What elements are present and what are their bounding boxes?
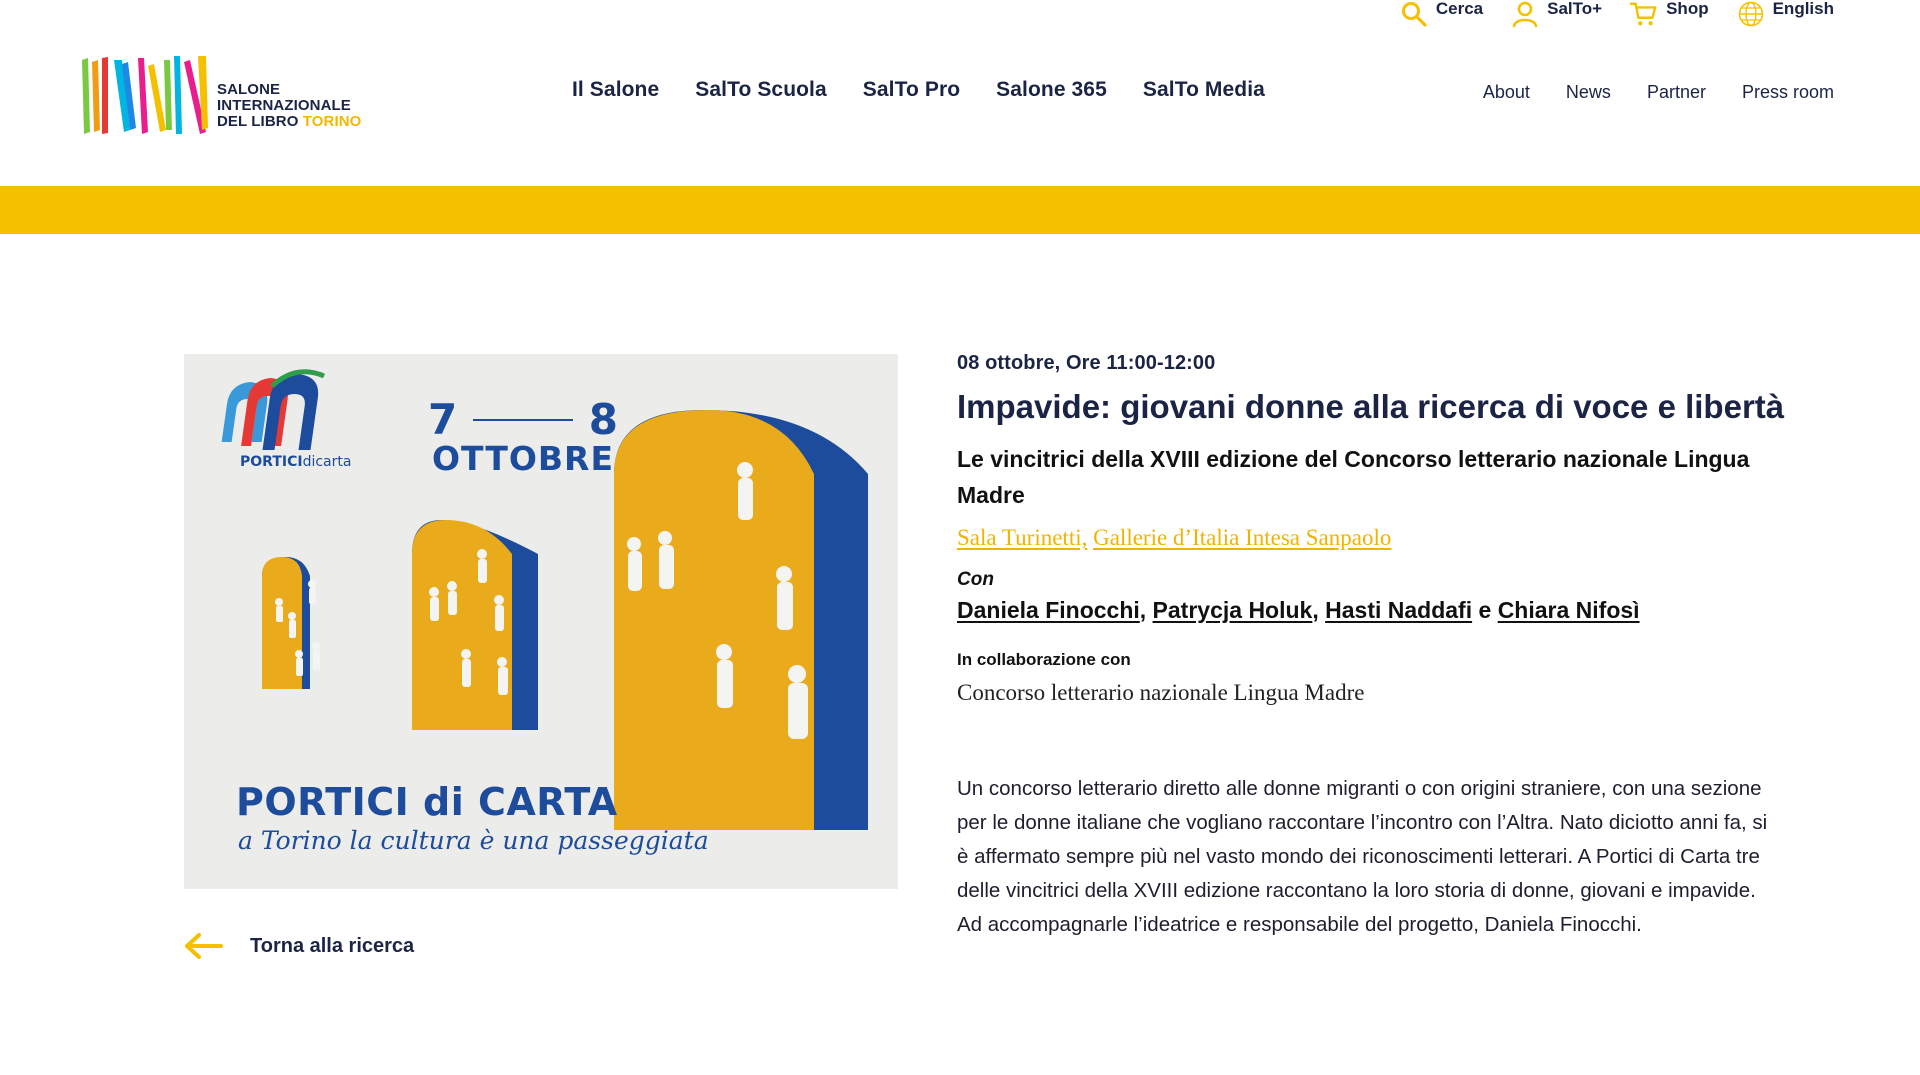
nav-il-salone[interactable]: Il Salone [572,78,660,101]
nav-press-room[interactable]: Press room [1741,82,1834,102]
logo-text [217,82,361,130]
hero-date [428,395,618,478]
main-nav [572,78,1265,102]
hero-month: OTTOBRE [432,439,614,478]
globe-icon [1737,0,1765,28]
speakers-list [957,597,1787,624]
collaboration-partner: Concorso letterario nazionale Lingua Madre [957,680,1365,705]
hero-day-end: 8 [588,395,618,444]
nav-salto-pro[interactable]: SalTo Pro [862,78,961,101]
salto-plus-link[interactable] [1511,0,1602,28]
event-details [957,352,1787,942]
search-link[interactable] [1400,0,1483,28]
user-icon [1511,0,1539,28]
speaker-link[interactable]: Daniela Finocchi [957,597,1140,623]
search-icon [1400,0,1428,28]
arrow-left-icon [184,932,224,960]
location-room-link[interactable]: Sala Turinetti, [957,525,1088,550]
yellow-band [0,186,1920,234]
nav-salto-media[interactable]: SalTo Media [1142,78,1265,101]
speakers-label: Con [957,569,994,590]
hero-brand [240,454,351,470]
hero-brand-top: PORTICI [240,454,303,470]
hero-title: PORTICI di CARTA [236,780,618,824]
site-logo[interactable] [78,52,361,136]
event-image [184,354,898,889]
collaboration-label: In collaborazione con [957,650,1131,669]
speaker-conjunction: e [1472,597,1498,623]
back-to-search-link[interactable] [184,932,414,960]
search-label: Cerca [1435,0,1484,18]
logo-line-3-main: DEL LIBRO [217,113,299,130]
speaker-separator: , [1139,597,1153,623]
medium-arch [412,520,538,730]
site-header [0,0,1920,186]
hero-subtitle: a Torino la cultura è una passeggiata [238,826,709,855]
logo-line-1: SALONE [217,81,281,98]
language-label: English [1772,0,1834,18]
logo-line-2: INTERNAZIONALE [217,97,351,114]
shop-label: Shop [1666,0,1709,18]
secondary-nav [1483,82,1834,103]
speaker-link[interactable]: Hasti Naddafi [1325,597,1473,623]
event-subtitle: Le vincitrici della XVIII edizione del Concorso letterario nazionale Lingua Madre [957,446,1750,508]
logo-line-3-accent: TORINO [302,113,362,130]
cart-icon [1630,0,1658,28]
event-date: 08 ottobre, Ore 11:00-12:00 [957,352,1216,374]
nav-salone-365[interactable]: Salone 365 [996,78,1107,101]
logo-marks-icon [78,52,212,136]
speaker-separator: , [1312,597,1326,623]
event-description: Un concorso letterario diretto alle donne migranti o con origini straniere, con una sezione per le donne italiane che vogliano raccontare l’incontro con l’Altra. Nato diciotto anni fa, si è affermato sempre più nel vasto mondo dei riconoscimenti letterari. A Portici di Carta tre delle vincitrici della XVIII edizione raccontano la loro storia di donne, giovani e impavide. Ad accompagnarle l’ideatrice e responsabile del progetto, Daniela Finocchi. [957,777,1768,936]
speaker-link[interactable]: Patrycja Holuk [1152,597,1313,623]
nav-partner[interactable]: Partner [1646,82,1706,102]
hero-day-start: 7 [428,395,458,444]
location-venue-link[interactable]: Gallerie d’Italia Intesa Sanpaolo [1093,525,1392,550]
salto-plus-label: SalTo+ [1547,0,1603,18]
shop-link[interactable] [1630,0,1709,28]
back-label: Torna alla ricerca [250,934,415,957]
nav-news[interactable]: News [1565,82,1611,102]
utility-nav [1400,0,1834,28]
language-link[interactable] [1737,0,1834,28]
speaker-link[interactable]: Chiara Nifosì [1497,597,1640,623]
logo-line-3 [217,114,361,130]
event-location [957,525,1787,551]
nav-about[interactable]: About [1482,82,1530,102]
nav-salto-scuola[interactable]: SalTo Scuola [695,78,827,101]
event-title: Impavide: giovani donne alla ricerca di voce e libertà [957,388,1785,425]
hero-brand-bottom: dicarta [302,454,352,470]
hero-date-dash [473,419,573,421]
